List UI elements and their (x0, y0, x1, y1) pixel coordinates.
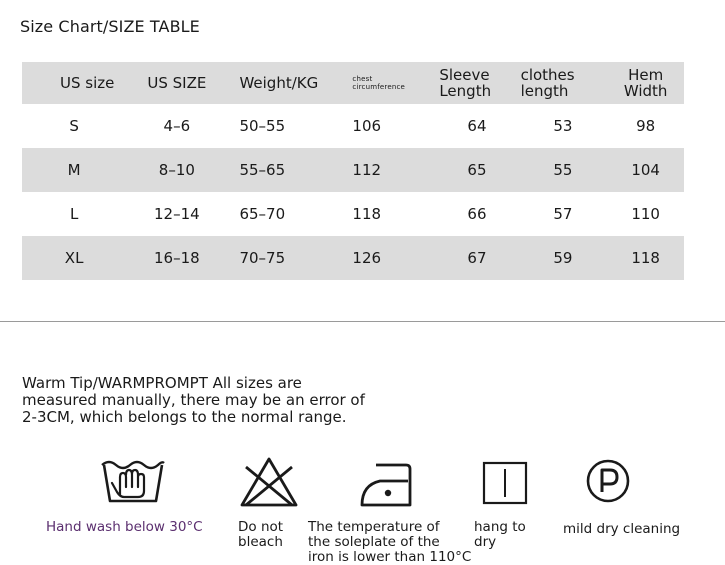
hang-dry-icon (480, 455, 530, 509)
cell-weight: 50–55 (239, 117, 286, 135)
header-chest-line1: chest (352, 75, 373, 83)
cell-sleeve: 67 (435, 236, 518, 280)
size-table (22, 62, 684, 280)
cell-hem: 104 (607, 148, 684, 192)
header-us-size-caps: US SIZE (126, 62, 227, 104)
hand-wash-label-line1: Hand wash below 30°C (46, 519, 203, 535)
hand-wash-icon (100, 455, 166, 509)
cell-us-size-caps: 8–10 (126, 148, 227, 192)
header-chest-line2: circumference (352, 83, 406, 91)
header-chest (348, 62, 435, 104)
cell-hem: 98 (636, 117, 656, 135)
header-sleeve (435, 62, 518, 104)
do-not-bleach-label-line1: Do not (238, 519, 284, 535)
header-sleeve-line2: Length (439, 82, 492, 100)
header-hem: Hem Width (607, 62, 684, 104)
dry-clean-p-icon (584, 455, 632, 509)
cell-clothes: 57 (553, 205, 573, 223)
iron-label-line3: iron is lower than 110°C (308, 549, 472, 565)
cell-hem: 110 (631, 205, 660, 223)
header-clothes (519, 62, 608, 104)
dry-clean-label (563, 522, 680, 537)
cell-clothes: 53 (553, 117, 573, 135)
cell-clothes: 55 (519, 148, 608, 192)
do-not-bleach-label-line2: bleach (238, 534, 283, 550)
do-not-bleach-icon (238, 455, 300, 509)
cell-us-size-caps: 16–18 (126, 236, 227, 280)
warm-tip-line3: 2-3CM, which belongs to the normal range. (22, 408, 347, 426)
cell-chest: 112 (348, 148, 435, 192)
cell-us-size: L (69, 205, 79, 223)
table-row (22, 148, 684, 192)
cell-chest: 126 (348, 236, 435, 280)
iron-low-temperature-icon (358, 455, 424, 509)
cell-weight: 65–70 (239, 205, 286, 223)
cell-clothes: 59 (519, 236, 608, 280)
iron-label (308, 520, 471, 565)
page-title: Size Chart/SIZE TABLE (20, 17, 200, 36)
cell-us-size: S (69, 117, 79, 135)
header-clothes-line1: clothes (520, 66, 575, 84)
cell-us-size-caps: 12–14 (154, 205, 200, 223)
warm-tip (22, 375, 402, 426)
cell-us-size-caps: 4–6 (163, 117, 191, 135)
header-sleeve-line1: Sleeve (439, 66, 490, 84)
hang-dry-label (474, 520, 526, 550)
cell-chest: 106 (352, 117, 382, 135)
table-row (22, 236, 684, 280)
hand-wash-label (46, 520, 203, 535)
cell-weight: 55–65 (227, 148, 348, 192)
cell-hem: 118 (607, 236, 684, 280)
cell-sleeve: 66 (467, 205, 487, 223)
table-header-row (22, 62, 684, 104)
header-us-size: US size (22, 62, 126, 104)
table-row (22, 192, 684, 236)
cell-us-size: M (22, 148, 126, 192)
cell-us-size: XL (22, 236, 126, 280)
iron-label-line1: The temperature of (308, 519, 440, 535)
hang-dry-label-line2: dry (474, 534, 497, 550)
hang-dry-label-line1: hang to (474, 519, 526, 535)
do-not-bleach-label (238, 520, 283, 550)
iron-label-line2: the soleplate of the (308, 534, 440, 550)
cell-weight: 70–75 (227, 236, 348, 280)
warm-tip-line1: Warm Tip/WARMPROMPT All sizes are (22, 374, 302, 392)
dry-clean-label-line1: mild dry cleaning (563, 521, 681, 537)
header-weight: Weight/KG (227, 62, 348, 104)
cell-sleeve: 65 (435, 148, 518, 192)
section-divider (0, 321, 725, 322)
table-row (22, 104, 684, 148)
warm-tip-line2: measured manually, there may be an error of (22, 391, 365, 409)
header-clothes-line2: length (520, 82, 569, 100)
cell-chest: 118 (352, 205, 382, 223)
cell-sleeve: 64 (467, 117, 487, 135)
